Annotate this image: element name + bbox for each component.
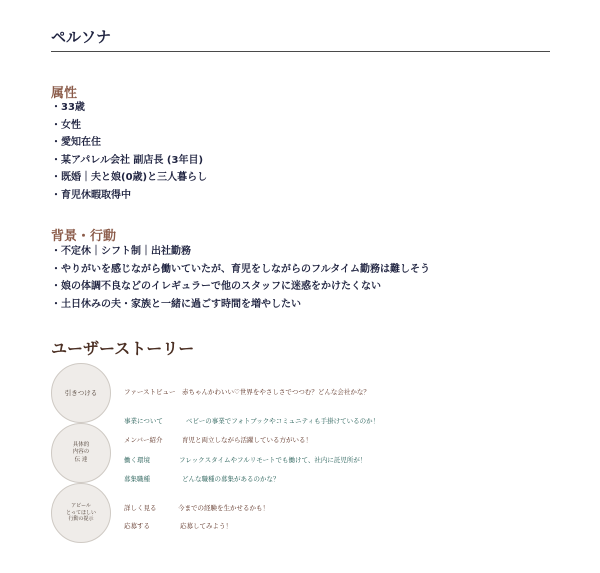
circle-label: 引きつける [64, 388, 98, 397]
circle-label: とってほしい [66, 509, 96, 516]
user-story-heading: ユーザーストーリー [51, 339, 195, 358]
row-text: 赤ちゃんかわいい♡世界をやさしさでつつむ？どんな会社かな？ [182, 388, 370, 396]
list-item: ・ 土日休みの夫・家族と一緒に過ごす時間を増やしたい [51, 296, 430, 314]
row-text: 応募してみよう！ [180, 522, 232, 530]
circle-label: アピール [71, 502, 91, 509]
row-label: 応募する [124, 522, 150, 530]
attributes-heading: 属性 [51, 86, 78, 101]
row-label: 募集職種 [124, 475, 150, 483]
row-label: メンバー紹介 [124, 436, 163, 444]
list-item: ・ やりがいを感じながら働いていたが、育児をしながらのフルタイム勤務は難しそう [51, 261, 430, 279]
action-circle [51, 483, 111, 543]
list-item: ・ 愛知在住 [51, 134, 207, 152]
row-text: 今までの経験を生かせるかも！ [178, 504, 269, 512]
row-text: 育児と両立しながら活躍している方がいる！ [182, 436, 312, 444]
row-text: どんな職種の募集があるのかな？ [182, 475, 280, 483]
attributes-list [51, 99, 207, 204]
row-text: フレックスタイムやフルリモートでも働けて、社内に託児所が！ [179, 456, 367, 464]
content-circle [51, 423, 111, 483]
list-item: ・ 某アパレル会社 副店長 (3年目) [51, 152, 207, 170]
circle-label: 具体的 [72, 441, 90, 448]
circle-label: 内容の [72, 449, 90, 456]
list-item: ・ 既婚｜夫と娘(0歳)と三人暮らし [51, 169, 207, 187]
row-label: 詳しく見る [124, 504, 157, 512]
attract-circle [51, 363, 111, 423]
row-label: 事業について [124, 417, 163, 425]
list-item: ・ 娘の体調不良などのイレギュラーで他のスタッフに迷惑をかけたくない [51, 278, 430, 296]
list-item: ・ 育児休暇取得中 [51, 187, 207, 205]
background-heading: 背景・行動 [51, 229, 117, 244]
list-item: ・ 女性 [51, 117, 207, 135]
page-title: ペルソナ [51, 28, 112, 46]
circle-label: 伝 達 [74, 456, 88, 463]
list-item: ・ 33歳 [51, 99, 207, 117]
background-list [51, 243, 430, 313]
row-label: ファーストビュー [124, 388, 176, 396]
row-text: ベビーの事業でフォトブックやコミュニティも手掛けているのか！ [186, 417, 380, 425]
title-divider [51, 51, 550, 52]
row-label: 働く環境 [124, 456, 150, 464]
list-item: ・ 不定休｜シフト制｜出社勤務 [51, 243, 430, 261]
circle-label: 行動の提示 [68, 516, 94, 523]
